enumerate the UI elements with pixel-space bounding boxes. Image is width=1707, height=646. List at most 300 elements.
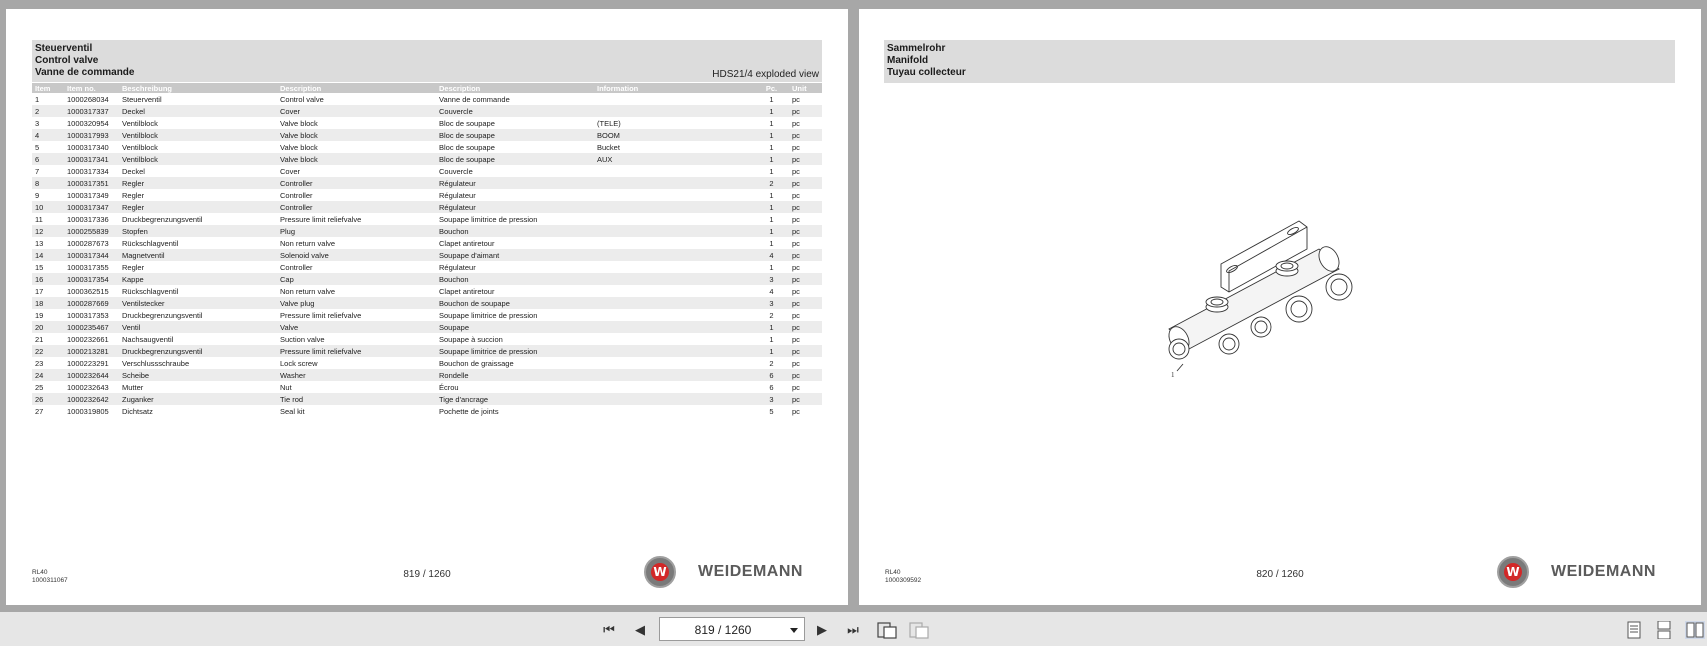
cell-beschreibung: Nachsaugventil [122, 334, 174, 344]
cell-item: 10 [32, 201, 64, 213]
cell-item-no: 1000317347 [64, 201, 119, 213]
cell-information [594, 225, 754, 237]
cell-description-en: Nut [280, 382, 292, 392]
cell-item-no: 1000232661 [67, 334, 109, 344]
cell-description-fr: Soupape limitrice de pression [436, 345, 594, 357]
table-row [32, 129, 822, 141]
cell-description-en: Seal kit [280, 406, 305, 416]
cell-description-fr: Bloc de soupape [439, 142, 495, 152]
footer-doc-number: 1000311067 [32, 577, 68, 584]
cell-unit: pc [792, 142, 800, 152]
col-item-no: Item no. [64, 83, 119, 93]
cell-item: 26 [32, 393, 64, 405]
brand-logo [1497, 554, 1677, 590]
cell-unit: pc [789, 321, 822, 333]
cell-information [594, 285, 754, 297]
footer-model: RL40 [885, 569, 901, 576]
cell-beschreibung: Zuganker [119, 393, 277, 405]
table-row [32, 141, 822, 153]
last-page-button[interactable] [842, 621, 864, 639]
cell-beschreibung: Druckbegrenzungsventil [119, 345, 277, 357]
cell-information [594, 309, 754, 321]
cell-pc: 1 [769, 214, 774, 224]
cell-item: 6 [32, 153, 64, 165]
cell-description-fr: Bloc de soupape [436, 153, 594, 165]
cell-description-fr: Bouchon [436, 225, 594, 237]
cell-unit: pc [789, 129, 822, 141]
cell-description-en: Suction valve [280, 334, 325, 344]
col-description-en: Description [277, 83, 436, 93]
cell-item: 3 [35, 118, 40, 128]
brand-logo [644, 554, 824, 590]
cell-unit: pc [792, 214, 800, 224]
cell-item: 5 [35, 142, 40, 152]
cell-information [594, 261, 754, 273]
cell-pc: 1 [754, 345, 789, 357]
col-pc: Pc. [754, 83, 789, 93]
cell-information [594, 405, 754, 417]
cell-pc: 1 [769, 334, 774, 344]
cell-beschreibung: Steuerventil [122, 94, 162, 104]
cell-item-no: 1000317336 [67, 214, 109, 224]
cell-item: 24 [32, 369, 64, 381]
cell-item: 11 [35, 214, 43, 224]
cell-pc: 1 [754, 225, 789, 237]
title-de: Sammelrohr [887, 43, 946, 54]
cell-information [594, 393, 754, 405]
table-row [32, 285, 822, 297]
cell-description-fr: Couvercle [436, 105, 594, 117]
cell-pc: 1 [754, 201, 789, 213]
cell-description-en: Plug [277, 225, 436, 237]
cell-pc: 1 [769, 118, 774, 128]
table-row [32, 273, 822, 285]
cell-description-fr: Bouchon de soupape [436, 297, 594, 309]
page-number: 820 / 1260 [1256, 569, 1304, 580]
cell-description-fr: Régulateur [436, 177, 594, 189]
cell-unit: pc [792, 190, 800, 200]
cell-information [594, 345, 754, 357]
cell-information [594, 165, 754, 177]
table-row [32, 297, 822, 309]
cell-unit: pc [789, 153, 822, 165]
table-row [32, 153, 822, 165]
table-row [32, 201, 822, 213]
cell-description-fr: Soupape à succion [439, 334, 503, 344]
cell-item: 7 [35, 166, 40, 176]
cell-information [594, 177, 754, 189]
cell-description-fr: Soupape limitrice de pression [439, 310, 538, 320]
cell-item-no: 1000362515 [67, 286, 109, 296]
logo-text: WEIDEMANN [1551, 563, 1656, 580]
col-item: Item [32, 83, 64, 93]
cell-information [594, 357, 754, 369]
cell-item: 4 [32, 129, 64, 141]
title-en: Manifold [887, 55, 929, 66]
cell-description-en: Controller [280, 190, 313, 200]
cell-item-no: 1000317993 [64, 129, 119, 141]
manifold-drawing [1149, 209, 1369, 389]
cell-unit: pc [792, 118, 800, 128]
cell-beschreibung: Regler [119, 177, 277, 189]
cell-description-en: Pressure limit reliefvalve [280, 214, 362, 224]
cell-description-en: Valve block [280, 142, 318, 152]
cell-unit: pc [792, 94, 800, 104]
cell-item: 27 [35, 406, 44, 416]
section-header [32, 40, 822, 82]
table-row [32, 249, 822, 261]
cell-pc: 1 [769, 262, 774, 272]
continuous-page-icon [1658, 621, 1670, 629]
cell-information: (TELE) [597, 118, 621, 128]
cell-unit: pc [792, 334, 800, 344]
table-row [32, 189, 822, 201]
cell-information [594, 297, 754, 309]
cell-information [594, 189, 754, 201]
col-description-fr: Description [436, 83, 594, 93]
table-row [32, 225, 822, 237]
cell-unit: pc [789, 297, 822, 309]
table-row [32, 357, 822, 369]
cell-pc: 6 [754, 369, 789, 381]
cell-beschreibung: Kappe [119, 273, 277, 285]
prev-page-button[interactable] [630, 621, 650, 639]
cell-information: AUX [594, 153, 754, 165]
cell-unit: pc [792, 310, 800, 320]
col-beschreibung: Beschreibung [119, 83, 277, 93]
cell-information [594, 237, 754, 249]
cell-information [594, 333, 754, 345]
cell-item: 1 [35, 94, 40, 104]
page-selector-value: 819 / 1260 [694, 623, 752, 637]
table-row [32, 105, 822, 117]
cell-pc: 1 [769, 142, 774, 152]
cell-unit: pc [792, 358, 800, 368]
cell-pc: 1 [769, 94, 774, 104]
cell-beschreibung: Ventil [119, 321, 277, 333]
table-row [32, 381, 822, 393]
cell-pc: 5 [769, 406, 774, 416]
cell-item-no: 1000317355 [67, 262, 109, 272]
left-page [6, 9, 848, 605]
cell-beschreibung: Ventilblock [119, 153, 277, 165]
cell-description-fr: Clapet antiretour [439, 238, 495, 248]
logo-mark-icon [1497, 556, 1529, 588]
cell-description-en: Pressure limit reliefvalve [280, 310, 362, 320]
cell-item-no: 1000317341 [64, 153, 119, 165]
cell-unit: pc [789, 201, 822, 213]
cell-description-fr: Régulateur [436, 201, 594, 213]
col-unit: Unit [789, 83, 822, 93]
cell-item: 18 [32, 297, 64, 309]
cell-unit: pc [789, 177, 822, 189]
cell-item: 25 [35, 382, 44, 392]
cell-unit: pc [789, 345, 822, 357]
table-row [32, 237, 822, 249]
cell-description-fr: Couvercle [439, 166, 473, 176]
cell-unit: pc [789, 393, 822, 405]
cell-item-no: 1000320954 [67, 118, 109, 128]
last-page-icon: ⏭ [847, 622, 859, 637]
cell-unit: pc [792, 406, 800, 416]
cell-item-no: 1000317349 [67, 190, 109, 200]
cell-pc: 1 [754, 321, 789, 333]
table-row [32, 405, 822, 417]
cell-item-no: 1000255839 [64, 225, 119, 237]
table-row [32, 393, 822, 405]
cell-description-fr: Bouchon de graissage [439, 358, 514, 368]
title-fr: Vanne de commande [35, 67, 135, 78]
title-fr: Tuyau collecteur [887, 67, 966, 78]
table-row [32, 177, 822, 189]
cell-description-en: Valve [277, 321, 436, 333]
cell-description-en: Valve plug [277, 297, 436, 309]
cell-beschreibung: Druckbegrenzungsventil [122, 310, 203, 320]
cell-item: 8 [32, 177, 64, 189]
cell-information [594, 93, 754, 105]
next-page-button[interactable] [812, 621, 832, 639]
cell-item: 16 [32, 273, 64, 285]
col-information: Information [594, 83, 754, 93]
logo-mark-letter: W [651, 563, 669, 581]
cell-beschreibung: Rückschlagventil [122, 238, 179, 248]
cell-item: 17 [35, 286, 44, 296]
cell-item-no: 1000317354 [64, 273, 119, 285]
cell-information [594, 369, 754, 381]
cell-description-fr: Soupape limitrice de pression [439, 214, 538, 224]
cell-item: 9 [35, 190, 40, 200]
chevron-down-icon[interactable] [790, 628, 798, 633]
cell-description-en: Valve block [277, 129, 436, 141]
cell-information [594, 213, 754, 225]
cell-unit: pc [792, 286, 800, 296]
cell-description-en: Valve block [277, 153, 436, 165]
cell-item: 12 [32, 225, 64, 237]
cell-description-en: Tie rod [277, 393, 436, 405]
cell-description-fr: Bloc de soupape [436, 129, 594, 141]
cell-description-en: Control valve [280, 94, 324, 104]
cell-description-fr: Bouchon [436, 273, 594, 285]
view-label: HDS21/4 exploded view [712, 69, 819, 80]
cell-item-no: 1000287673 [67, 238, 109, 248]
cell-pc: 4 [769, 286, 774, 296]
table-row [32, 117, 822, 129]
cell-pc: 1 [769, 190, 774, 200]
cell-beschreibung: Deckel [122, 166, 145, 176]
cell-item-no: 1000319805 [67, 406, 109, 416]
cell-pc: 3 [754, 297, 789, 309]
page-selector[interactable] [659, 617, 805, 641]
title-de: Steuerventil [35, 43, 93, 54]
cell-beschreibung: Ventilblock [122, 142, 158, 152]
cell-beschreibung: Regler [119, 201, 277, 213]
cell-item-no: 1000317337 [64, 105, 119, 117]
cell-description-en: Cover [280, 166, 301, 176]
title-en: Control valve [35, 55, 99, 66]
cell-unit: pc [789, 369, 822, 381]
cell-item-no: 1000317353 [67, 310, 109, 320]
table-row [32, 165, 822, 177]
cell-description-fr: Régulateur [439, 262, 476, 272]
cell-information [594, 105, 754, 117]
cell-description-fr: Soupape d'aimant [436, 249, 594, 261]
cell-information: BOOM [594, 129, 754, 141]
cell-description-en: Controller [277, 177, 436, 189]
cell-beschreibung: Druckbegrenzungsventil [122, 214, 203, 224]
cell-description-fr: Rondelle [436, 369, 594, 381]
cell-description-en: Pressure limit reliefvalve [277, 345, 436, 357]
cell-pc: 1 [754, 105, 789, 117]
table-row [32, 333, 822, 345]
table-row [32, 369, 822, 381]
two-page-view-button[interactable] [1685, 621, 1705, 639]
cell-pc: 1 [754, 129, 789, 141]
cell-pc: 2 [769, 358, 774, 368]
cell-item-no: 1000223291 [67, 358, 109, 368]
cell-pc: 1 [769, 166, 774, 176]
cell-item-no: 1000213281 [64, 345, 119, 357]
cell-item-no: 1000317340 [67, 142, 109, 152]
page-number: 819 / 1260 [403, 569, 451, 580]
table-row [32, 321, 822, 333]
cell-description-en: Controller [277, 201, 436, 213]
cell-item-no: 1000287669 [64, 297, 119, 309]
section-header [884, 40, 1675, 83]
cell-information [594, 273, 754, 285]
cell-beschreibung: Regler [122, 190, 145, 200]
first-page-button[interactable] [598, 621, 620, 639]
table-row [32, 93, 822, 105]
cell-beschreibung: Rückschlagventil [122, 286, 179, 296]
first-page-icon: ⏮ [603, 622, 615, 637]
cell-beschreibung: Mutter [122, 382, 144, 392]
cell-pc: 1 [754, 153, 789, 165]
cell-description-en: Non return valve [280, 286, 336, 296]
cell-item: 20 [32, 321, 64, 333]
cell-item-no: 1000317344 [64, 249, 119, 261]
cell-unit: pc [789, 249, 822, 261]
cell-unit: pc [789, 273, 822, 285]
cell-information [594, 249, 754, 261]
cell-item-no: 1000232642 [64, 393, 119, 405]
cell-beschreibung: Verschlussschraube [122, 358, 190, 368]
cell-item: 15 [35, 262, 44, 272]
right-page [859, 9, 1701, 605]
table-row [32, 309, 822, 321]
cell-information: Bucket [597, 142, 620, 152]
cell-beschreibung: Ventilblock [122, 118, 158, 128]
cell-description-fr: Soupape [436, 321, 594, 333]
cell-pc: 2 [769, 310, 774, 320]
parts-table [32, 83, 822, 417]
callout-label: 1 [1171, 371, 1175, 379]
table-row [32, 261, 822, 273]
cell-pc: 1 [769, 238, 774, 248]
cell-item-no: 1000317334 [67, 166, 109, 176]
cell-item: 14 [32, 249, 64, 261]
cell-description-fr: Tige d'ancrage [436, 393, 594, 405]
cell-pc: 3 [754, 273, 789, 285]
cell-description-fr: Pochette de joints [439, 406, 499, 416]
cell-beschreibung: Ventilblock [119, 129, 277, 141]
table-row [32, 345, 822, 357]
cell-beschreibung: Magnetventil [119, 249, 277, 261]
cell-pc: 3 [754, 393, 789, 405]
table-header-row [32, 83, 822, 93]
cell-description-en: Solenoid valve [277, 249, 436, 261]
single-page-icon [1628, 622, 1640, 638]
cell-item-no: 1000232644 [64, 369, 119, 381]
cell-item-no: 1000268034 [67, 94, 109, 104]
cell-beschreibung: Dichtsatz [122, 406, 153, 416]
cell-item: 19 [35, 310, 44, 320]
cell-description-en: Valve block [280, 118, 318, 128]
go-back-view-button[interactable] [876, 621, 898, 639]
cell-information [594, 201, 754, 213]
two-page-icon [1687, 623, 1694, 637]
logo-mark-icon [644, 556, 676, 588]
cell-item-no: 1000232643 [67, 382, 109, 392]
table-row [32, 213, 822, 225]
footer-model: RL40 [32, 569, 48, 576]
cell-description-en: Washer [277, 369, 436, 381]
cell-beschreibung: Scheibe [119, 369, 277, 381]
cell-beschreibung: Ventilstecker [119, 297, 277, 309]
cell-unit: pc [792, 382, 800, 392]
cell-unit: pc [789, 225, 822, 237]
cell-beschreibung: Stopfen [119, 225, 277, 237]
next-page-icon: ▶ [817, 622, 827, 637]
cell-beschreibung: Deckel [119, 105, 277, 117]
prev-page-icon: ◀ [635, 622, 645, 637]
footer-doc-number: 1000309592 [885, 577, 922, 584]
viewer-toolbar [0, 612, 1707, 646]
cell-pc: 4 [754, 249, 789, 261]
cell-information [594, 381, 754, 393]
parts-table-body [32, 93, 822, 417]
cell-description-en: Controller [280, 262, 313, 272]
cell-description-fr: Régulateur [439, 190, 476, 200]
cell-item: 13 [35, 238, 44, 248]
cell-description-fr: Bloc de soupape [439, 118, 495, 128]
continuous-view-button[interactable] [1655, 621, 1673, 639]
cell-item-no: 1000317351 [64, 177, 119, 189]
go-forward-view-button[interactable] [908, 621, 930, 639]
cell-pc: 2 [754, 177, 789, 189]
cell-description-en: Cover [277, 105, 436, 117]
cell-information [594, 321, 754, 333]
single-page-view-button[interactable] [1625, 621, 1643, 639]
cell-description-en: Non return valve [280, 238, 336, 248]
cell-pc: 6 [769, 382, 774, 392]
cell-unit: pc [792, 238, 800, 248]
cell-item: 23 [35, 358, 44, 368]
cell-description-fr: Écrou [439, 382, 459, 392]
logo-mark-letter: W [1504, 563, 1522, 581]
cell-unit: pc [792, 166, 800, 176]
cell-description-fr: Clapet antiretour [439, 286, 495, 296]
logo-text: WEIDEMANN [698, 563, 803, 580]
cell-item-no: 1000235467 [64, 321, 119, 333]
cell-item: 22 [32, 345, 64, 357]
cell-description-en: Cap [277, 273, 436, 285]
cell-item: 21 [35, 334, 44, 344]
cell-description-en: Lock screw [280, 358, 318, 368]
cell-unit: pc [789, 105, 822, 117]
cell-description-fr: Vanne de commande [439, 94, 510, 104]
cell-item: 2 [32, 105, 64, 117]
cell-unit: pc [792, 262, 800, 272]
